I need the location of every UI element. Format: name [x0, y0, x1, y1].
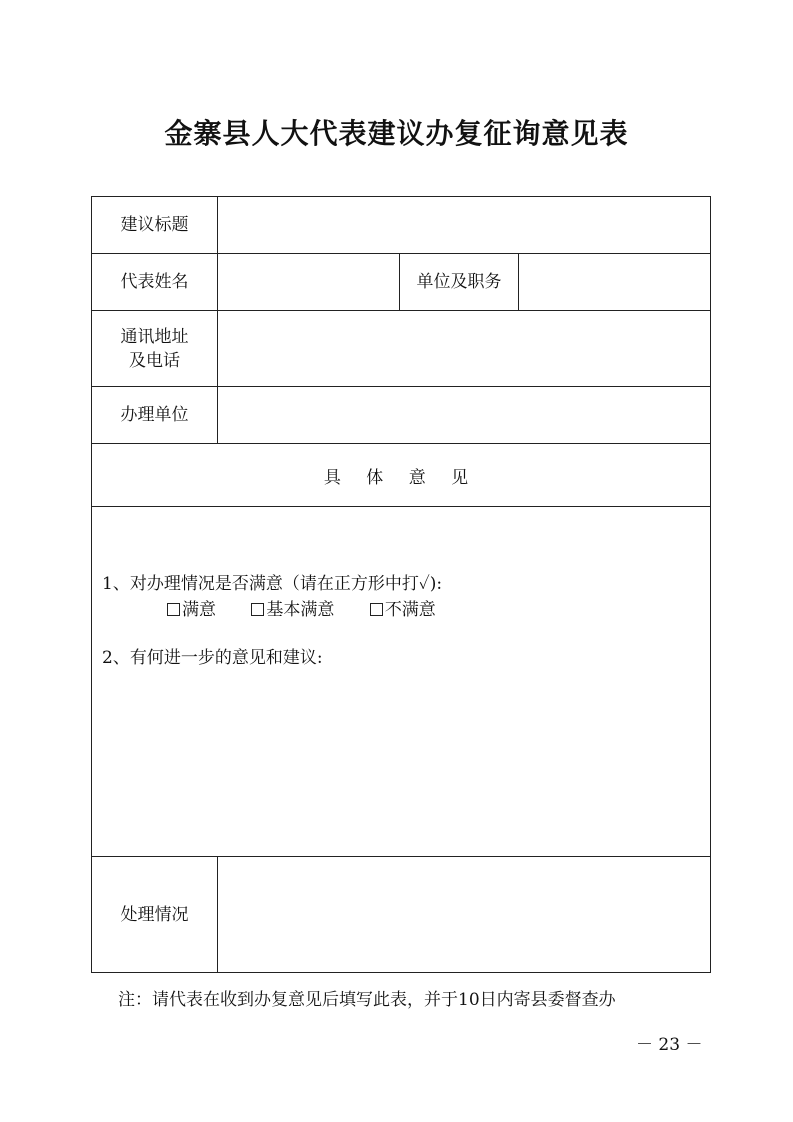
row-opinion-header — [92, 444, 711, 507]
row-opinion-body — [92, 507, 711, 857]
feedback-form-table — [91, 196, 711, 973]
question-satisfaction: 1、对办理情况是否满意（请在正方形中打✓): — [102, 574, 443, 594]
satisfaction-options — [102, 597, 710, 623]
unit-position-field[interactable] — [519, 254, 711, 311]
row-representative — [92, 254, 711, 311]
processing-label: 处理情况 — [92, 857, 218, 973]
handling-unit-label: 办理单位 — [92, 387, 218, 444]
suggestion-title-label: 建议标题 — [92, 197, 218, 254]
unit-position-label: 单位及职务 — [400, 254, 519, 311]
specific-opinion-header: 具 体 意 见 — [92, 444, 711, 507]
processing-field[interactable] — [218, 857, 711, 973]
option-unsatisfied[interactable] — [370, 600, 436, 620]
option-satisfied-label: 满意 — [182, 600, 216, 620]
contact-label-line1: 通讯地址 — [120, 326, 189, 347]
question-further-suggestions: 2、有何进一步的意见和建议: — [102, 648, 323, 668]
row-handling-unit — [92, 387, 711, 444]
opinion-body — [92, 507, 711, 857]
handling-unit-field[interactable] — [218, 387, 711, 444]
row-contact — [92, 311, 711, 387]
option-basically-satisfied-label: 基本满意 — [266, 600, 335, 620]
contact-label — [92, 311, 218, 387]
page-title: 金寨县人大代表建议办复征询意见表 — [164, 117, 629, 150]
representative-name-label: 代表姓名 — [92, 254, 218, 311]
contact-label-line2: 及电话 — [129, 350, 180, 371]
option-unsatisfied-label: 不满意 — [384, 600, 436, 620]
row-suggestion-title — [92, 197, 711, 254]
checkbox-satisfied[interactable] — [167, 603, 180, 616]
footnote: 注：请代表在收到办复意见后填写此表，并于10日内寄县委督查办 — [118, 990, 616, 1010]
contact-field[interactable] — [218, 311, 711, 387]
representative-name-field[interactable] — [218, 254, 400, 311]
suggestion-title-field[interactable] — [218, 197, 711, 254]
option-basically-satisfied[interactable] — [251, 600, 334, 620]
option-satisfied[interactable] — [167, 600, 216, 620]
checkbox-basically-satisfied[interactable] — [251, 603, 264, 616]
row-processing — [92, 857, 711, 973]
checkbox-unsatisfied[interactable] — [370, 603, 383, 616]
page-number: － 23 － — [636, 1035, 703, 1055]
